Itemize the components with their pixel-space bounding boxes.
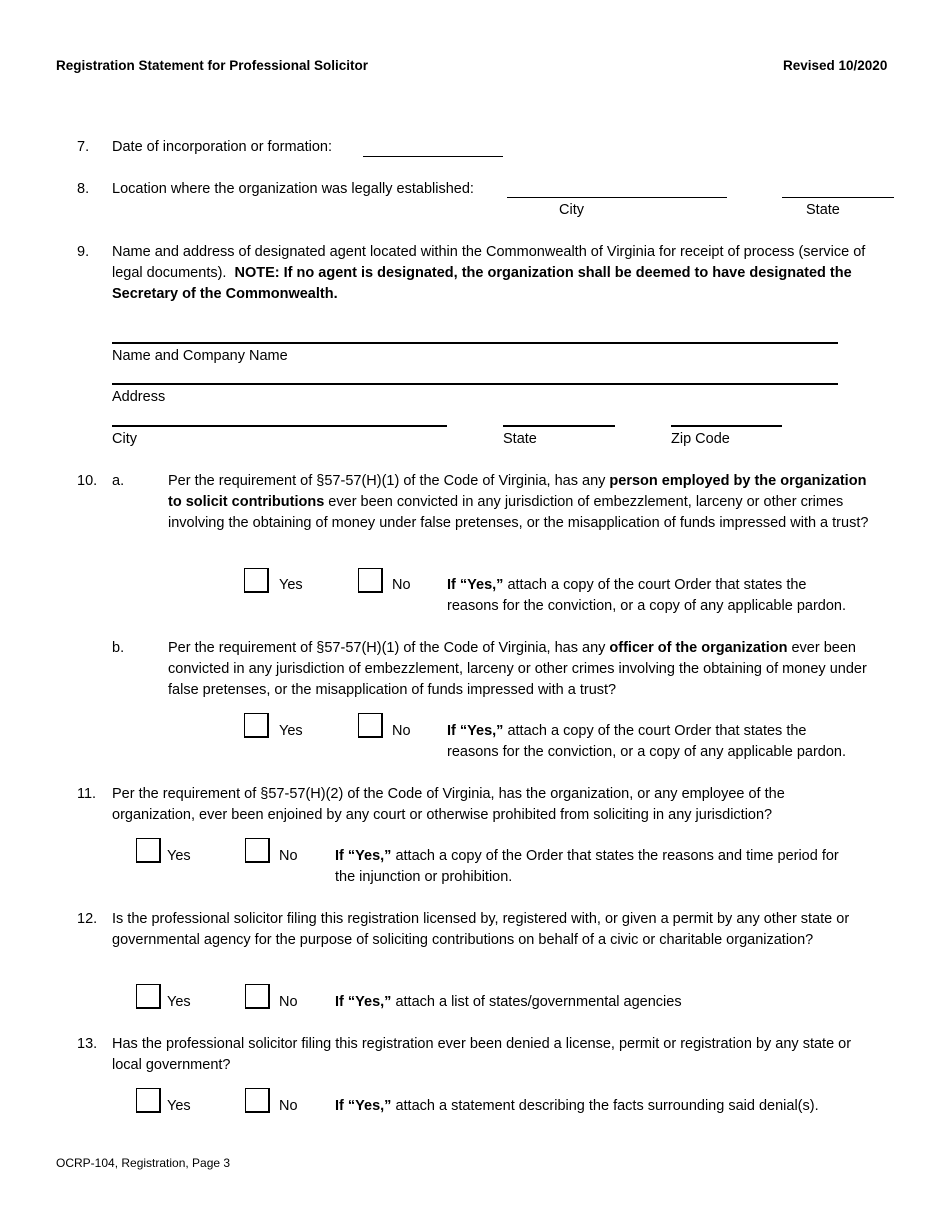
agent-address-field[interactable] xyxy=(112,383,838,385)
q11-yes-checkbox[interactable] xyxy=(136,838,161,863)
q10a-yes-checkbox[interactable] xyxy=(244,568,269,593)
q9-instructions: Name and address of designated agent located within the Commonwealth of Virginia for receipt of process (service of legal documents). xyxy=(112,244,866,281)
q8-city-caption: City xyxy=(559,202,584,218)
q11-yes-label: Yes xyxy=(167,848,191,864)
q9-number: 9. xyxy=(77,244,90,260)
q13-no-label: No xyxy=(279,1098,298,1114)
agent-zip-field[interactable] xyxy=(671,425,782,427)
agent-state-field[interactable] xyxy=(503,425,615,427)
q10b-yes-checkbox[interactable] xyxy=(244,713,269,738)
q11-no-label: No xyxy=(279,848,298,864)
q12-text: Is the professional solicitor filing this registration licensed by, registered with, or given a permit by any other state or governmental agency for the purpose of soliciting contributions on behalf of a civic or charitable organization? xyxy=(112,911,850,948)
q11-ifyes-text: attach a copy of the Order that states the reasons and time period for xyxy=(391,848,839,864)
q10a-no-checkbox[interactable] xyxy=(358,568,383,593)
q13-ifyes-text: attach a statement describing the facts surrounding said denial(s). xyxy=(391,1098,819,1114)
agent-address-caption: Address xyxy=(112,389,166,405)
agent-state-caption: State xyxy=(503,431,537,447)
q13-yes-checkbox[interactable] xyxy=(136,1088,161,1113)
agent-city-caption: City xyxy=(112,431,137,447)
q10a-text-pre: Per the requirement of §57-57(H)(1) of the Code of Virginia, has any xyxy=(168,473,610,489)
q10a-no-label: No xyxy=(392,577,411,593)
agent-city-field[interactable] xyxy=(112,425,447,427)
q10a-text xyxy=(168,471,876,534)
agent-name-field[interactable] xyxy=(112,342,838,344)
q10b-ifyes-line1 xyxy=(447,721,806,742)
q8-number: 8. xyxy=(77,181,90,197)
q10b-ifyes-text: attach a copy of the court Order that states the xyxy=(503,723,807,739)
page-footer: OCRP-104, Registration, Page 3 xyxy=(56,1156,231,1170)
q12-yes-label: Yes xyxy=(167,994,191,1010)
q13-yes-label: Yes xyxy=(167,1098,191,1114)
q12-no-label: No xyxy=(279,994,298,1010)
q11-ifyes-bold: If “Yes,” xyxy=(335,848,392,864)
q12-yes-checkbox[interactable] xyxy=(136,984,161,1009)
agent-name-caption: Name and Company Name xyxy=(112,348,288,364)
q13-text: Has the professional solicitor filing this registration ever been denied a license, permit or registration by any state or local government? xyxy=(112,1036,852,1073)
q9-note: NOTE: If no agent is designated, the organization shall be deemed to have designated the Secretary of the Commonwealth. xyxy=(112,265,852,302)
q8-state-field[interactable] xyxy=(782,197,894,198)
q7-number: 7. xyxy=(77,139,90,155)
q11-number: 11. xyxy=(77,786,97,802)
q12-no-checkbox[interactable] xyxy=(245,984,270,1009)
q10b-ifyes-line2: reasons for the conviction, or a copy of any applicable pardon. xyxy=(447,744,846,760)
q10a-text-bold: person employed by the organization to solicit contributions xyxy=(168,473,867,510)
agent-zip-caption: Zip Code xyxy=(671,431,730,447)
q10b-ifyes-bold: If “Yes,” xyxy=(447,723,504,739)
q12-ifyes-line1 xyxy=(335,992,682,1013)
q11-text: Per the requirement of §57-57(H)(2) of the Code of Virginia, has the organization, or any employee of the organization, ever been enjoined by any court or otherwise prohibited from soliciting in any jurisdiction? xyxy=(112,786,785,823)
q7-label: Date of incorporation or formation: xyxy=(112,139,333,155)
q10b-no-label: No xyxy=(392,723,411,739)
q13-ifyes-bold: If “Yes,” xyxy=(335,1098,392,1114)
q9-text xyxy=(112,242,872,305)
revision-date: Revised 10/2020 xyxy=(783,58,888,73)
q11-no-checkbox[interactable] xyxy=(245,838,270,863)
q10a-ifyes-line1 xyxy=(447,575,806,596)
q10b-text-bold: officer of the organization xyxy=(609,640,788,656)
q10a-yes-label: Yes xyxy=(279,577,303,593)
q7-date-field[interactable] xyxy=(363,156,503,157)
form-title: Registration Statement for Professional Solicitor xyxy=(56,58,369,73)
q11-ifyes-line2: the injunction or prohibition. xyxy=(335,869,513,885)
q13-ifyes-line1 xyxy=(335,1096,819,1117)
q8-label: Location where the organization was legally established: xyxy=(112,181,474,197)
q10b-letter: b. xyxy=(112,640,125,656)
q10a-ifyes-bold: If “Yes,” xyxy=(447,577,504,593)
q13-no-checkbox[interactable] xyxy=(245,1088,270,1113)
q10a-ifyes-line2: reasons for the conviction, or a copy of any applicable pardon. xyxy=(447,598,846,614)
q10a-letter: a. xyxy=(112,473,125,489)
q10b-no-checkbox[interactable] xyxy=(358,713,383,738)
q10b-text-pre: Per the requirement of §57-57(H)(1) of the Code of Virginia, has any xyxy=(168,640,610,656)
q10-number: 10. xyxy=(77,473,98,489)
q10a-text-post: ever been convicted in any jurisdiction of embezzlement, larceny or other crimes involving the obtaining of money under false pretenses, or the misapplication of funds impressed with a trust? xyxy=(168,494,869,531)
q11-ifyes-line1 xyxy=(335,846,839,867)
q12-ifyes-bold: If “Yes,” xyxy=(335,994,392,1010)
q8-state-caption: State xyxy=(806,202,840,218)
q10b-text xyxy=(168,638,882,701)
q12-number: 12. xyxy=(77,911,98,927)
q10b-text-post: ever been convicted in any jurisdiction of embezzlement, larceny or other crimes involving the obtaining of money under false pretenses, or the misapplication of funds impressed with a trust? xyxy=(168,640,867,698)
q13-number: 13. xyxy=(77,1036,98,1052)
q10a-ifyes-text: attach a copy of the court Order that states the xyxy=(503,577,807,593)
q10b-yes-label: Yes xyxy=(279,723,303,739)
q8-city-field[interactable] xyxy=(507,197,727,198)
q12-ifyes-text: attach a list of states/governmental agencies xyxy=(391,994,682,1010)
